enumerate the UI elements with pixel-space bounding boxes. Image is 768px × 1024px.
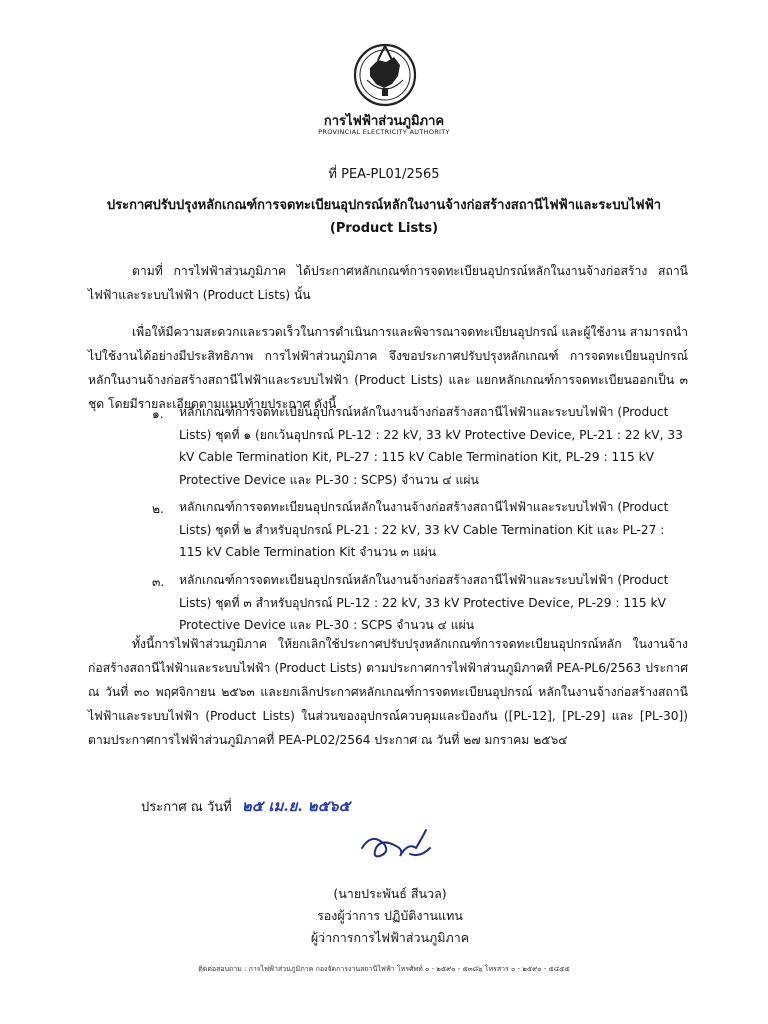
item-number-2: ๒.: [152, 502, 164, 516]
paragraph-intro: ตามที่ การไฟฟ้าส่วนภูมิภาค ได้ประกาศหลักเกณฑ์การจดทะเบียนอุปกรณ์หลักในงานจ้างก่อสร้าง สถานีไฟฟ้าและระบบไฟฟ้า (Product Lists) นั้น: [88, 264, 688, 302]
organization-name-thai: การไฟฟ้าส่วนภูมิภาค: [323, 114, 445, 129]
date-prefix: ประกาศ ณ วันที่: [141, 800, 232, 815]
title-line-2: (Product Lists): [329, 221, 439, 236]
list-item-2: หลักเกณฑ์การจดทะเบียนอุปกรณ์หลักในงานจ้างก่อสร้างสถานีไฟฟ้าและระบบไฟฟ้า (Product Lists) ชุดที่ ๒ สำหรับอุปกรณ์ PL-21 : 22 kV, 33 kV Cable Termination Kit และ PL-27 : 115 kV Cable Termination Kit จำนวน ๓ แผ่น: [179, 500, 669, 559]
item-number-3: ๓.: [152, 575, 165, 589]
signer-position-2: ผู้ว่าการการไฟฟ้าส่วนภูมิภาค: [310, 930, 470, 945]
handwritten-date: ๒๕ เม.ย. ๒๕๖๕: [241, 797, 350, 815]
title-line-1: ประกาศปรับปรุงหลักเกณฑ์การจดทะเบียนอุปกรณ์หลักในงานจ้างก่อสร้างสถานีไฟฟ้าและระบบไฟฟ้า: [106, 198, 662, 213]
pea-logo-icon: [348, 40, 422, 110]
announcement-title: [60, 194, 708, 240]
contact-footer: ติดต่อสอบถาม : การไฟฟ้าส่วนภูมิภาค กองจัดการงานสถานีไฟฟ้า โทรศัพท์ ๐ - ๒๕๙๐ - ๕๓๘๖ โทรสาร ๐ - ๒๕๙๐ - ๕๔๕๕: [198, 965, 570, 973]
list-item-1: หลักเกณฑ์การจดทะเบียนอุปกรณ์หลักในงานจ้างก่อสร้างสถานีไฟฟ้าและระบบไฟฟ้า (Product Lists) ชุดที่ ๑ (ยกเว้นอุปกรณ์ PL-12 : 22 kV, 33 kV Protective Device, PL-21 : 22 kV, 33 kV Cable Termination Kit, PL-27 : 115 kV Cable Termination Kit, PL-29 : 115 kV Protective Device และ PL-30 : SCPS) จำนวน ๔ แผ่น: [179, 405, 683, 487]
signer-position-1: รองผู้ว่าการ ปฏิบัติงานแทน: [317, 908, 463, 923]
announcement-date: [141, 794, 350, 818]
signature-icon: [350, 818, 450, 868]
organization-name-english: PROVINCIAL ELECTRICITY AUTHORITY: [318, 128, 450, 136]
list-item-3: หลักเกณฑ์การจดทะเบียนอุปกรณ์หลักในงานจ้างก่อสร้างสถานีไฟฟ้าและระบบไฟฟ้า (Product Lists) ชุดที่ ๓ สำหรับอุปกรณ์ PL-12 : 22 kV, 33 kV Protective Device, PL-29 : 115 kV Protective Device และ PL-30 : SCPS จำนวน ๔ แผ่น: [179, 573, 669, 632]
signer-name: (นายประพันธ์ สีนวล): [333, 886, 447, 901]
paragraph-cancellation: ทั้งนี้การไฟฟ้าส่วนภูมิภาค ให้ยกเลิกใช้ประกาศปรับปรุงหลักเกณฑ์การจดทะเบียนอุปกรณ์หลัก ในงานจ้างก่อสร้างสถานีไฟฟ้าและระบบไฟฟ้า (Product Lists) ตามประกาศการไฟฟ้าส่วนภูมิภาคที่ PEA-PL6/2563 ประกาศ ณ วันที่ ๓๐ พฤศจิกายน ๒๕๖๓ และยกเลิกประกาศหลักเกณฑ์การจดทะเบียนอุปกรณ์ หลักในงานจ้างก่อสร้างสถานีไฟฟ้าและระบบไฟฟ้า (Product Lists) ในส่วนของอุปกรณ์ควบคุมและป้องกัน ([PL-12], [PL-29] และ [PL-30]) ตามประกาศการไฟฟ้าส่วนภูมิภาคที่ PEA-PL02/2564 ประกาศ ณ วันที่ ๒๗ มกราคม ๒๕๖๔: [88, 637, 688, 747]
document-reference: ที่ PEA-PL01/2565: [328, 167, 440, 182]
item-number-1: ๑.: [152, 407, 164, 421]
paragraph-purpose: เพื่อให้มีความสะดวกและรวดเร็วในการดำเนินการและพิจารณาจดทะเบียนอุปกรณ์ และผู้ใช้งาน สามารถนำไปใช้งานได้อย่างมีประสิทธิภาพ การไฟฟ้าส่วนภูมิภาค จึงขอประกาศปรับปรุงหลักเกณฑ์ การจดทะเบียนอุปกรณ์หลักในงานจ้างก่อสร้างสถานีไฟฟ้าและระบบไฟฟ้า (Product Lists) และ แยกหลักเกณฑ์การจดทะเบียนออกเป็น ๓ ชุด โดยมีรายละเอียดตามแนบท้ายประกาศ ดังนี้: [88, 325, 688, 411]
